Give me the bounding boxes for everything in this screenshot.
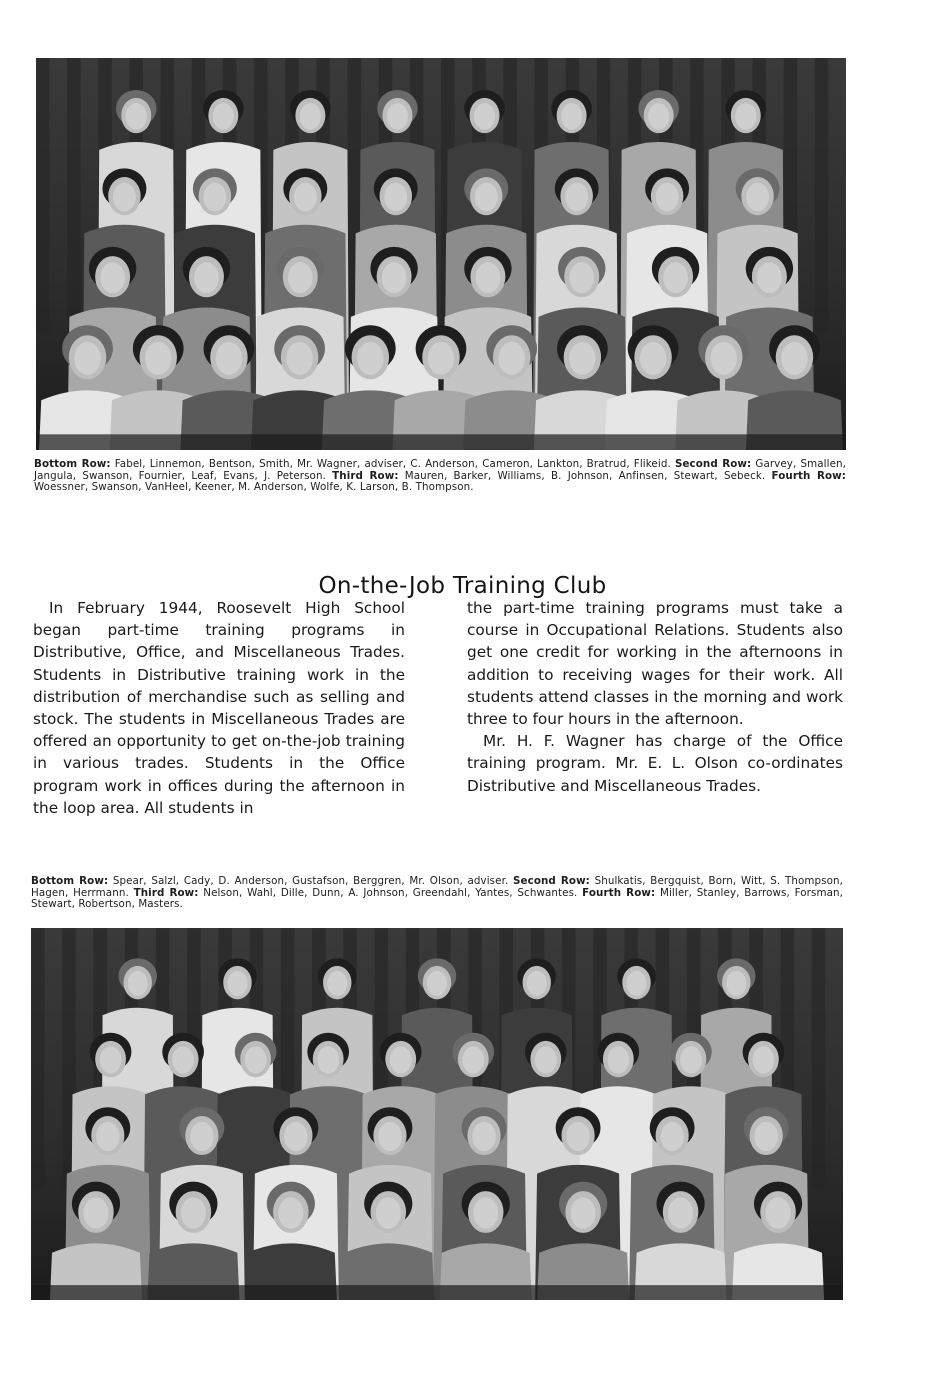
group-photo-top-image: [36, 58, 846, 450]
article-paragraph-1-continued: the part-time training programs must take a course in Occupational Relations. Students also get one credit for working in the afternoons in addition to receiving wages for their work. All students attend classes in the morning and work three to four hours in the afternoon.: [467, 599, 843, 729]
article-paragraph-2: Mr. H. F. Wagner has charge of the Office training program. Mr. E. L. Olson co-ordinates Distributive and Miscellaneous Trades.: [467, 732, 843, 795]
caption-bottom-row-label-2: Second Row:: [513, 875, 590, 887]
caption-bottom-row-names-4: Miller, Stanley, Barrows, Forsman, Stewart, Robertson, Masters.: [31, 886, 844, 911]
caption-top-row-label-2: Second Row:: [674, 458, 752, 470]
caption-bottom-row-names-2: Shulkatis, Bergquist, Born, Witt, S. Thompson, Hagen, Herrmann.: [31, 875, 843, 899]
caption-top-row-names-3: Mauren, Barker, Williams, B. Johnson, Anfinsen, Stewart, Sebeck.: [398, 469, 772, 482]
photo-caption-bottom: [31, 876, 843, 911]
caption-top-row-names-2: Garvey, Smallen, Jangula, Swanson, Fournier, Leaf, Evans, J. Peterson.: [34, 458, 847, 482]
caption-bottom-row-names-1: Spear, Salzl, Cady, D. Anderson, Gustafson, Berggren, Mr. Olson, adviser.: [108, 875, 514, 887]
article-column-left: [33, 597, 405, 819]
caption-top-row-label-1: Bottom Row:: [34, 458, 111, 470]
caption-top-row-names-1: Fabel, Linnemon, Bentson, Smith, Mr. Wagner, adviser, C. Anderson, Cameron, Lankton, Bratrud, Flikeid.: [110, 458, 675, 470]
photo-caption-top: [34, 459, 846, 494]
caption-bottom-row-label-3: Third Row:: [133, 886, 199, 899]
caption-top-row-names-4: Woessner, Swanson, VanHeel, Keener, M. Anderson, Wolfe, K. Larson, B. Thompson.: [34, 481, 474, 494]
article-title: On-the-Job Training Club: [318, 573, 607, 600]
article-column-right: [467, 597, 843, 797]
caption-bottom-row-label-4: Fourth Row:: [582, 886, 656, 899]
article-paragraph-1: In February 1944, Roosevelt High School began part-time training programs in Distributive, Office, and Miscellaneous Trades. Students in Distributive training work in the distribution of merchandise such as selling and stock. The students in Miscellaneous Trades are offered an opportunity to get on-the-job training in various trades. Students in the Office program work in offices during the afternoon in the loop area. All students in: [33, 599, 405, 817]
caption-top-row-label-3: Third Row:: [332, 469, 399, 482]
club-group-photo-bottom: [31, 928, 843, 1300]
club-group-photo-top: [36, 58, 846, 450]
caption-top-row-label-4: Fourth Row:: [771, 469, 847, 482]
caption-bottom-row-label-1: Bottom Row:: [31, 875, 109, 887]
group-photo-bottom-image: [31, 928, 843, 1300]
caption-bottom-row-names-3: Nelson, Wahl, Dille, Dunn, A. Johnson, Greendahl, Yantes, Schwantes.: [198, 886, 583, 899]
